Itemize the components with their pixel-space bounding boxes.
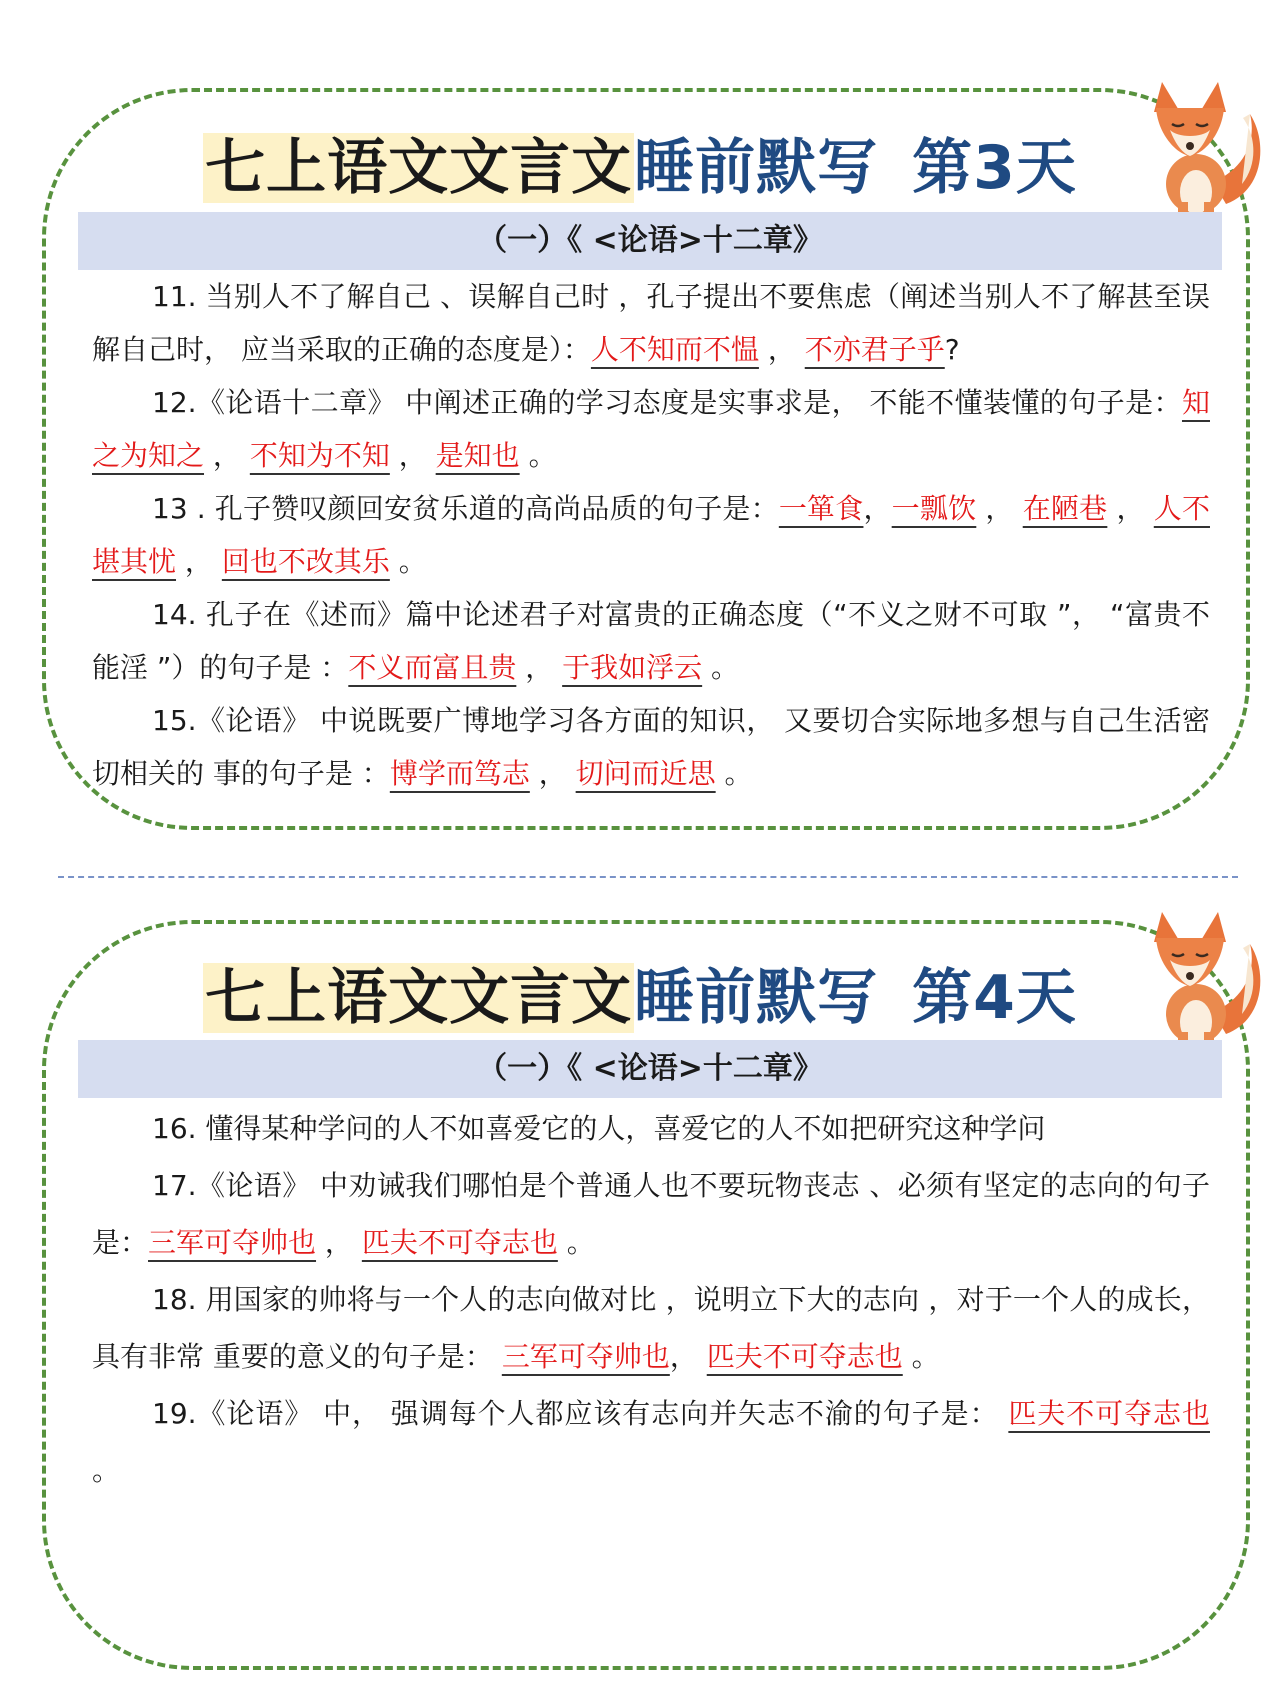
question-item: 18. 用国家的帅将与一个人的志向做对比 ，说明立下大的志向 ，对于一个人的成长， 具有非常 重要的意义的句子是： 三军可夺帅也， 匹夫不可夺志也 。 <box>92 1283 1210 1373</box>
answer-blank: 一瓢饮 <box>891 492 977 525</box>
answer-blank: 三军可夺帅也 <box>501 1340 670 1373</box>
section-divider <box>58 876 1238 878</box>
fox-icon <box>1118 72 1268 222</box>
answer-blank: 切问而近思 <box>575 757 716 790</box>
answer-blank: 博学而笃志 <box>389 757 530 790</box>
question-item: 19.《论语》 中， 强调每个人都应该有志向并矢志不渝的句子是： 匹夫不可夺志也 。 <box>92 1397 1210 1487</box>
question-item: 17.《论语》 中劝诫我们哪怕是个普通人也不要玩物丧志 、必须有坚定的志向的句子是：三军可夺帅也 ， 匹夫不可夺志也 。 <box>92 1169 1210 1259</box>
day4-questions <box>92 1100 1210 1499</box>
answer-blank: 人不知而不愠 <box>590 333 759 366</box>
question-item: 11. 当别人不了解自己 、误解自己时 ，孔子提出不要焦虑（阐述当别人不了解甚至误解自己时， 应当采取的正确的态度是）：人不知而不愠 ， 不亦君子乎? <box>92 280 1210 366</box>
answer-blank: 回也不改其乐 <box>221 545 390 578</box>
answer-blank: 匹夫不可夺志也 <box>361 1226 558 1259</box>
question-item: 15.《论语》 中说既要广博地学习各方面的知识， 又要切合实际地多想与自己生活密切相关的 事的句子是 ：博学而笃志 ， 切问而近思 。 <box>92 704 1210 790</box>
day3-title: 七上语文文言文睡前默写 第3天 <box>205 133 1077 203</box>
fox-icon <box>1118 902 1268 1052</box>
answer-blank: 知之为知之 <box>92 386 1210 472</box>
answer-blank: 于我如浮云 <box>562 651 703 684</box>
answer-blank: 匹夫不可夺志也 <box>1008 1397 1210 1430</box>
answer-blank: 不义而富且贵 <box>348 651 517 684</box>
question-item: 13 . 孔子赞叹颜回安贫乐道的高尚品质的句子是：一箪食，一瓢饮 ， 在陋巷 ， 人不堪其忧 ， 回也不改其乐 。 <box>92 492 1210 578</box>
question-item: 14. 孔子在《述而》篇中论述君子对富贵的正确态度（“不义之财不可取 ”， “富贵不能淫 ”）的句子是 ：不义而富且贵 ， 于我如浮云 。 <box>92 598 1210 684</box>
day4-title: 七上语文文言文睡前默写 第4天 <box>205 963 1077 1033</box>
answer-blank: 一箪食 <box>778 492 864 525</box>
answer-blank: 不亦君子乎 <box>804 333 945 366</box>
day4-section-heading: （一）《 <论语>十二章》 <box>78 1040 1222 1098</box>
answer-blank: 三军可夺帅也 <box>148 1226 317 1259</box>
answer-blank: 人不堪其忧 <box>92 492 1210 578</box>
answer-blank: 在陋巷 <box>1022 492 1108 525</box>
day3-questions <box>92 270 1210 800</box>
day3-section-heading: （一）《 <论语>十二章》 <box>78 212 1222 270</box>
question-item: 12.《论语十二章》 中阐述正确的学习态度是实事求是， 不能不懂装懂的句子是：知之为知之 ， 不知为不知 ， 是知也 。 <box>92 386 1210 472</box>
answer-blank: 不知为不知 <box>249 439 390 472</box>
question-item: 16. 懂得某种学问的人不如喜爱它的人，喜爱它的人不如把研究这种学问 <box>152 1112 1046 1145</box>
answer-blank: 匹夫不可夺志也 <box>706 1340 903 1373</box>
answer-blank: 是知也 <box>435 439 520 472</box>
